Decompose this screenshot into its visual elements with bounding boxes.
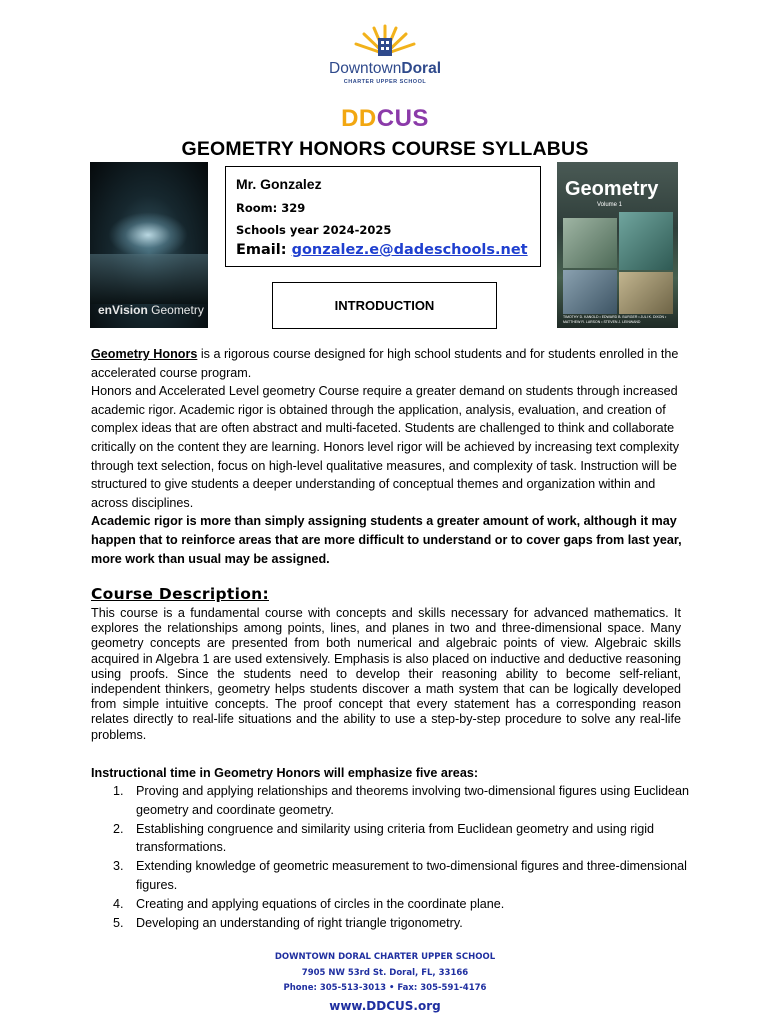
geometry-volume1-cover-image	[557, 162, 678, 328]
school-logo	[300, 22, 470, 92]
intro-lead: Geometry Honors	[91, 347, 198, 361]
envision-geometry-cover-image	[90, 162, 208, 328]
cover-right-title: Geometry	[565, 178, 659, 200]
areas-heading: Instructional time in Geometry Honors will emphasize five areas:	[91, 766, 479, 780]
cover-photo-tile	[619, 212, 673, 270]
introduction-heading: INTRODUCTION	[272, 282, 497, 329]
page-footer	[0, 950, 770, 1015]
footer-website-link[interactable]: www.DDCUS.org	[329, 998, 441, 1013]
cover-photo-tile	[563, 218, 617, 268]
cover-photo-tile	[563, 270, 617, 314]
introduction-text	[91, 345, 689, 568]
teacher-name: Mr. Gonzalez	[236, 176, 322, 192]
footer-address: 7905 NW 53rd St. Doral, FL, 33166	[301, 967, 469, 978]
list-item: 4. Creating and applying equations of circles in the coordinate plane.	[113, 896, 505, 911]
list-item: 3. Extending knowledge of geometric measurement to two-dimensional figures and three-dimensional figures.	[113, 859, 687, 892]
course-description-heading: Course Description:	[91, 585, 269, 603]
cover-right-authors: TIMOTHY D. KANOLD • EDWARD B. BURGER • JULI K. DIXON • MATTHEW R. LARSON • STEVEN J. LEINWAND	[563, 315, 667, 324]
school-year: Schools year 2024-2025	[236, 223, 392, 237]
list-item: 1. Proving and applying relationships and theorems involving two-dimensional figures using Euclidean geometry and coordinate geometry.	[113, 784, 690, 817]
intro-bold: Academic rigor is more than simply assigning students a greater amount of work, although it may happen that to reinforce areas that are more difficult to understand or to cover gaps from last year, more work than usual may be assigned.	[91, 514, 682, 566]
logo-subtitle: CHARTER UPPER SCHOOL	[343, 79, 427, 85]
cover-right-volume: Volume 1	[597, 202, 623, 208]
footer-phone: Phone: 305-513-3013 • Fax: 305-591-4176	[283, 983, 487, 993]
logo-name: DowntownDoral	[329, 60, 441, 77]
cover-photo-tile	[619, 272, 673, 314]
cover-left-label: enVision Geometry	[98, 303, 204, 317]
page-title: GEOMETRY HONORS COURSE SYLLABUS	[181, 138, 589, 160]
teacher-info-box	[225, 166, 541, 267]
intro-p2: Honors and Accelerated Level geometry Course require a greater demand on students through increased academic rigor. Academic rigor is obtained through the application, analysis, evaluation, and creation of complex ideas that are often abstract and multi-faceted. Students are challenged to think and collaborate critically on the content they are learning. Honors level rigor will be achieved by increasing text complexity through text selection, focus on high-level qualitative measures, and complexity of task. Instruction will be structured to give students a deeper understanding of conceptual themes and organization within and across disciplines.	[91, 384, 679, 510]
areas-list	[91, 782, 691, 932]
footer-school: DOWNTOWN DORAL CHARTER UPPER SCHOOL	[274, 952, 496, 962]
cover-light-glow	[108, 212, 188, 258]
intro-p1: is a rigorous course designed for high school students and for students enrolled in the accelerated course program.	[91, 347, 679, 380]
list-item: 5. Developing an understanding of right triangle trigonometry.	[113, 915, 463, 930]
sun-building-icon	[344, 24, 426, 62]
email-link[interactable]: gonzalez.e@dadeschools.net	[291, 242, 528, 258]
teacher-email: Email: gonzalez.e@dadeschools.net	[236, 242, 528, 258]
list-item: 2. Establishing congruence and similarity using criteria from Euclidean geometry and using rigid transformations.	[113, 821, 655, 855]
teacher-room: Room: 329	[236, 201, 306, 215]
cover-floor	[90, 254, 208, 304]
course-description-text: This course is a fundamental course with concepts and skills necessary for advanced mathematics. It explores the relationships among points, lines, and planes in two and three-dimensional space. Many geometry concepts are presented from both numerical and algebraic points of view. Algebraic skills acquired in Algebra 1 are used extensively. Emphasis is also placed on inductive and deductive reasoning using proofs. Since the students need to develop their reasoning ability to become self-reliant, independent thinkers, geometry helps students discover a math system that can be logically developed from simple intuitive concepts. The proof concept that every statement has a corresponding reason relates directly to real-life situations and the ability to use a step-by-step procedure to solve any real-life problems.	[91, 606, 681, 742]
school-acronym: DDCUS	[341, 105, 429, 132]
